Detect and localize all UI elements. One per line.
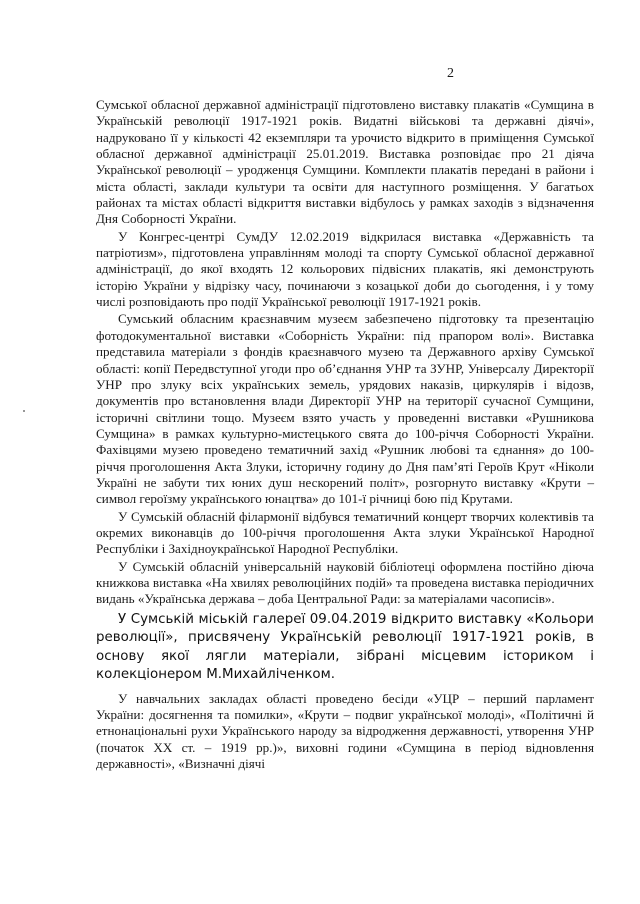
page-number: 2 (447, 66, 454, 81)
paragraph-5: У Сумській обласній універсальній науковій бібліотеці оформлена постійно діюча книжкова виставка «На хвилях революційних подій» та проведена виставка періодичних видань «Українська держава – доба Центральної Ради: за матеріалами часописів». (96, 558, 594, 607)
document-body (96, 97, 594, 772)
paragraph-7: У навчальних закладах області проведено бесіди «УЦР – перший парламент України: досягнення та помилки», «Крути – подвиг української молоді», «Політичні й етнонаціональні рухи Українського народу за відродження державності, утворення УНР (початок ХХ ст. – 1919 рр.)», виховні години «Сумщина в період відновлення державності», «Визначні діячі (96, 690, 594, 772)
paragraph-3: Сумський обласним краєзнавчим музеєм забезпечено підготовку та презентацію фотодокументальної виставки «Соборність України: під прапором волі». Виставка представила матеріали з фондів краєзнавчого музею та Державного архіву Сумської області: копії Передвступної угоди про об’єднання УНР та ЗУНР, Універсалу Директорії УНР про злуку всіх українських земель, урядових наказів, циркулярів і відозв, документів про встановлення влади Директорії УНР на території сучасної Сумщини, історичні світлини тощо. Музеєм взято участь у проведенні виставки «Рушникова Сумщина» в рамках культурно-мистецького свята до 100-річчя Соборності України. Фахівцями музею проведено тематичний захід «Рушник любові та єднання» до 100-річчя проголошення Акта Злуки, історичну годину до Дня пам’яті Героїв Крут «Ніколи Україні не забути тих юних душ нескорений політ», розгорнуто виставку «Крути – символ героїзму українського юнацтва» до 101-ї річниці бою під Крутами. (96, 311, 594, 507)
margin-mark (23, 410, 25, 412)
paragraph-6: У Сумській міській галереї 09.04.2019 відкрито виставку «Кольори революції», присвячену Українській революції 1917-1921 років, в основу якої лягли матеріали, зібрані місцевим істориком і колекціонером М.Михайліченком. (96, 611, 594, 683)
paragraph-4: У Сумській обласній філармонії відбувся тематичний концерт творчих колективів та окремих виконавців до 100-річчя проголошення Акта злуки Української Народної Республіки і Західноукраїнської Народної Республіки. (96, 508, 594, 557)
paragraph-2: У Конгрес-центрі СумДУ 12.02.2019 відкрилася виставка «Державність та патріотизм», підготовлена управлінням молоді та спорту Сумської обласної державної адміністрації, до якої входять 12 кольорових підвісних плакатів, які демонструють історію України у відрізку часу, починаючи з козацької доби до сьогодення, і у тому числі розповідають про події Української революції 1917-1921 років. (96, 228, 594, 310)
paragraph-1: Сумської обласної державної адміністрації підготовлено виставку плакатів «Сумщина в Українській революції 1917-1921 років. Видатні військові та державні діячі», надруковано її у кількості 42 екземпляри та урочисто відкрито в приміщення Сумської обласної державної адміністрації 25.01.2019. Виставка розповідає про 21 діяча Української революції – уродженця Сумщини. Комплекти плакатів передані в райони і міста області, заклади культури та освіти для наступного розміщення. У багатьох районах та містах області відкриття виставки відбулось у рамках заходів з відзначення Дня Соборності України. (96, 97, 594, 227)
